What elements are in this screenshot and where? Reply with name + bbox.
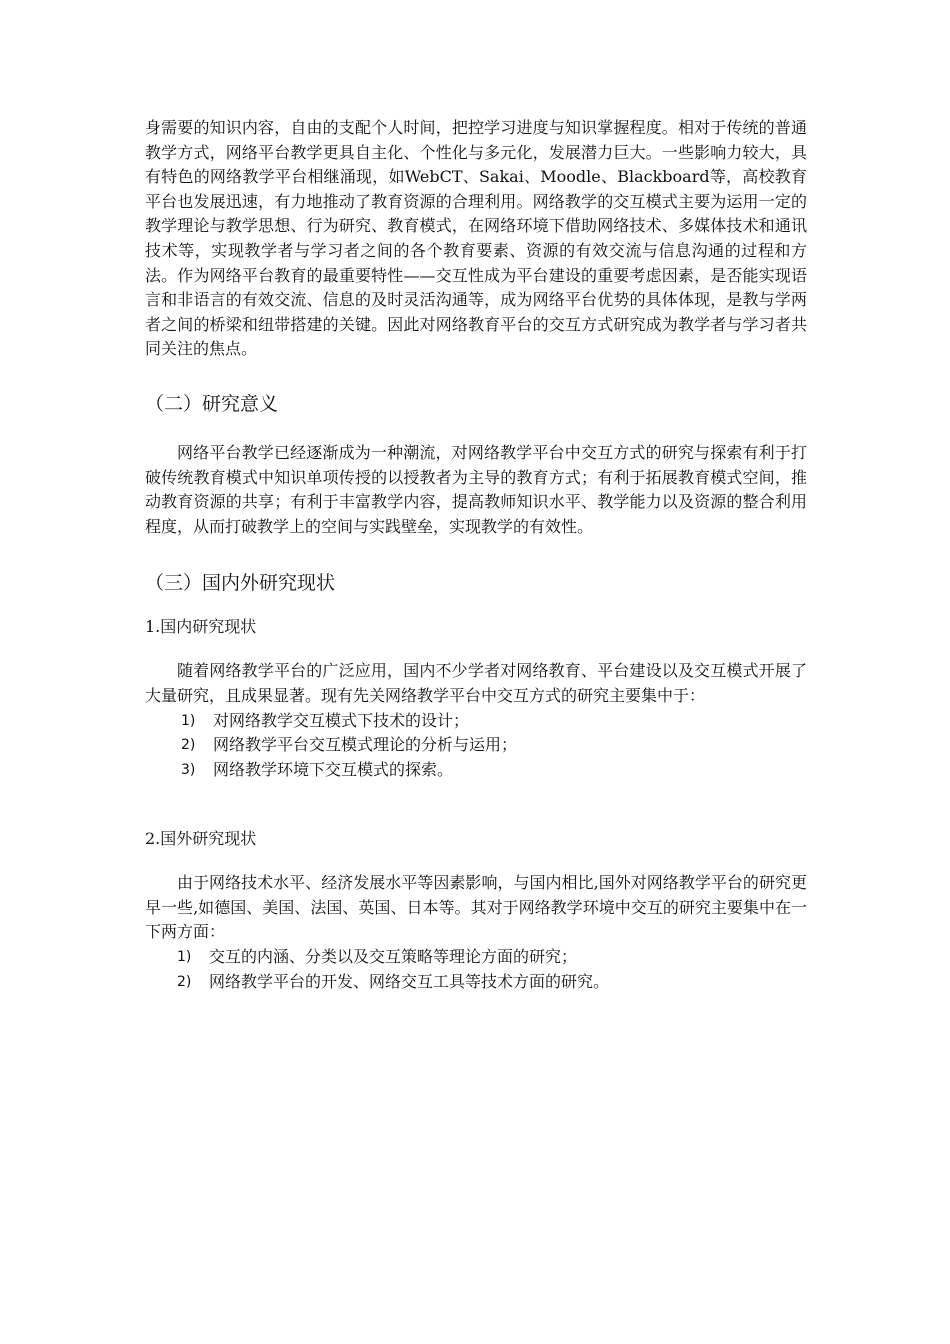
status-heading: （三）国内外研究现状 xyxy=(145,572,336,595)
foreign-list xyxy=(177,945,807,994)
significance-paragraph: 网络平台教学已经逐渐成为一种潮流，对网络教学平台中交互方式的研究与探索有利于打破传统教育模式中知识单项传授的以授教者为主导的教育方式；有利于拓展教育模式空间，推动教育资源的共享；有利于丰富教学内容，提高教师知识水平、教学能力以及资源的整合利用程度，从而打破教学上的空间与实践壁垒，实现教学的有效性。 xyxy=(145,442,807,536)
domestic-paragraph: 随着网络教学平台的广泛应用，国内不少学者对网络教育、平台建设以及交互模式开展了大量研究，且成果显著。现有先关网络教学平台中交互方式的研究主要集中于： xyxy=(145,661,807,705)
list-item-text: 网络教学平台交互模式理论的分析与运用； xyxy=(213,735,518,755)
list-item xyxy=(181,758,807,783)
list-item-text: 网络教学环境下交互模式的探索。 xyxy=(213,759,454,779)
list-item-number: 3) xyxy=(181,761,196,778)
intro-paragraph: 身需要的知识内容，自由的支配个人时间，把控学习进度与知识掌握程度。相对于传统的普通教学方式，网络平台教学更具自主化、个性化与多元化，发展潜力巨大。一些影响力较大，具有特色的网络教学平台相继涌现，如WebCT、Sakai、Moodle、Blackboard等，高校教育平台也发展迅速，有力地推动了教育资源的合理利用。网络教学的交互模式主要为运用一定的教学理论与教学思想、行为研究、教育模式，在网络环境下借助网络技术、多媒体技术和通讯技术等，实现教学者与学习者之间的各个教育要素、资源的有效交流与信息沟通的过程和方法。作为网络平台教育的最重要特性——交互性成为平台建设的重要考虑因素，是否能实现语言和非语言的有效交流、信息的及时灵活沟通等，成为网络平台优势的具体体现，是教与学两者之间的桥梁和纽带搭建的关键。因此对网络教育平台的交互方式研究成为教学者与学习者共同关注的焦点。 xyxy=(145,118,807,359)
list-item-text: 交互的内涵、分类以及交互策略等理论方面的研究； xyxy=(209,947,578,967)
list-item-text: 对网络教学交互模式下技术的设计； xyxy=(213,710,470,730)
list-item-number: 1) xyxy=(177,949,192,966)
list-item xyxy=(181,733,807,758)
foreign-paragraph: 由于网络技术水平、经济发展水平等因素影响，与国内相比,国外对网络教学平台的研究更早一些,如德国、美国、法国、英国、日本等。其对于网络教学环境中交互的研究主要集中在一下两方面： xyxy=(145,873,807,942)
list-item-number: 1) xyxy=(181,712,196,729)
list-item-number: 2) xyxy=(177,973,192,990)
domestic-list xyxy=(181,709,807,783)
domestic-subheading: 1.国内研究现状 xyxy=(145,617,257,637)
significance-heading: （二）研究意义 xyxy=(145,392,279,415)
list-item xyxy=(177,945,807,970)
document-body xyxy=(145,116,807,994)
list-item-text: 网络教学平台的开发、网络交互工具等技术方面的研究。 xyxy=(209,971,610,991)
list-item-number: 2) xyxy=(181,737,196,754)
list-item xyxy=(177,970,807,995)
foreign-subheading: 2.国外研究现状 xyxy=(145,829,257,849)
list-item xyxy=(181,709,807,734)
